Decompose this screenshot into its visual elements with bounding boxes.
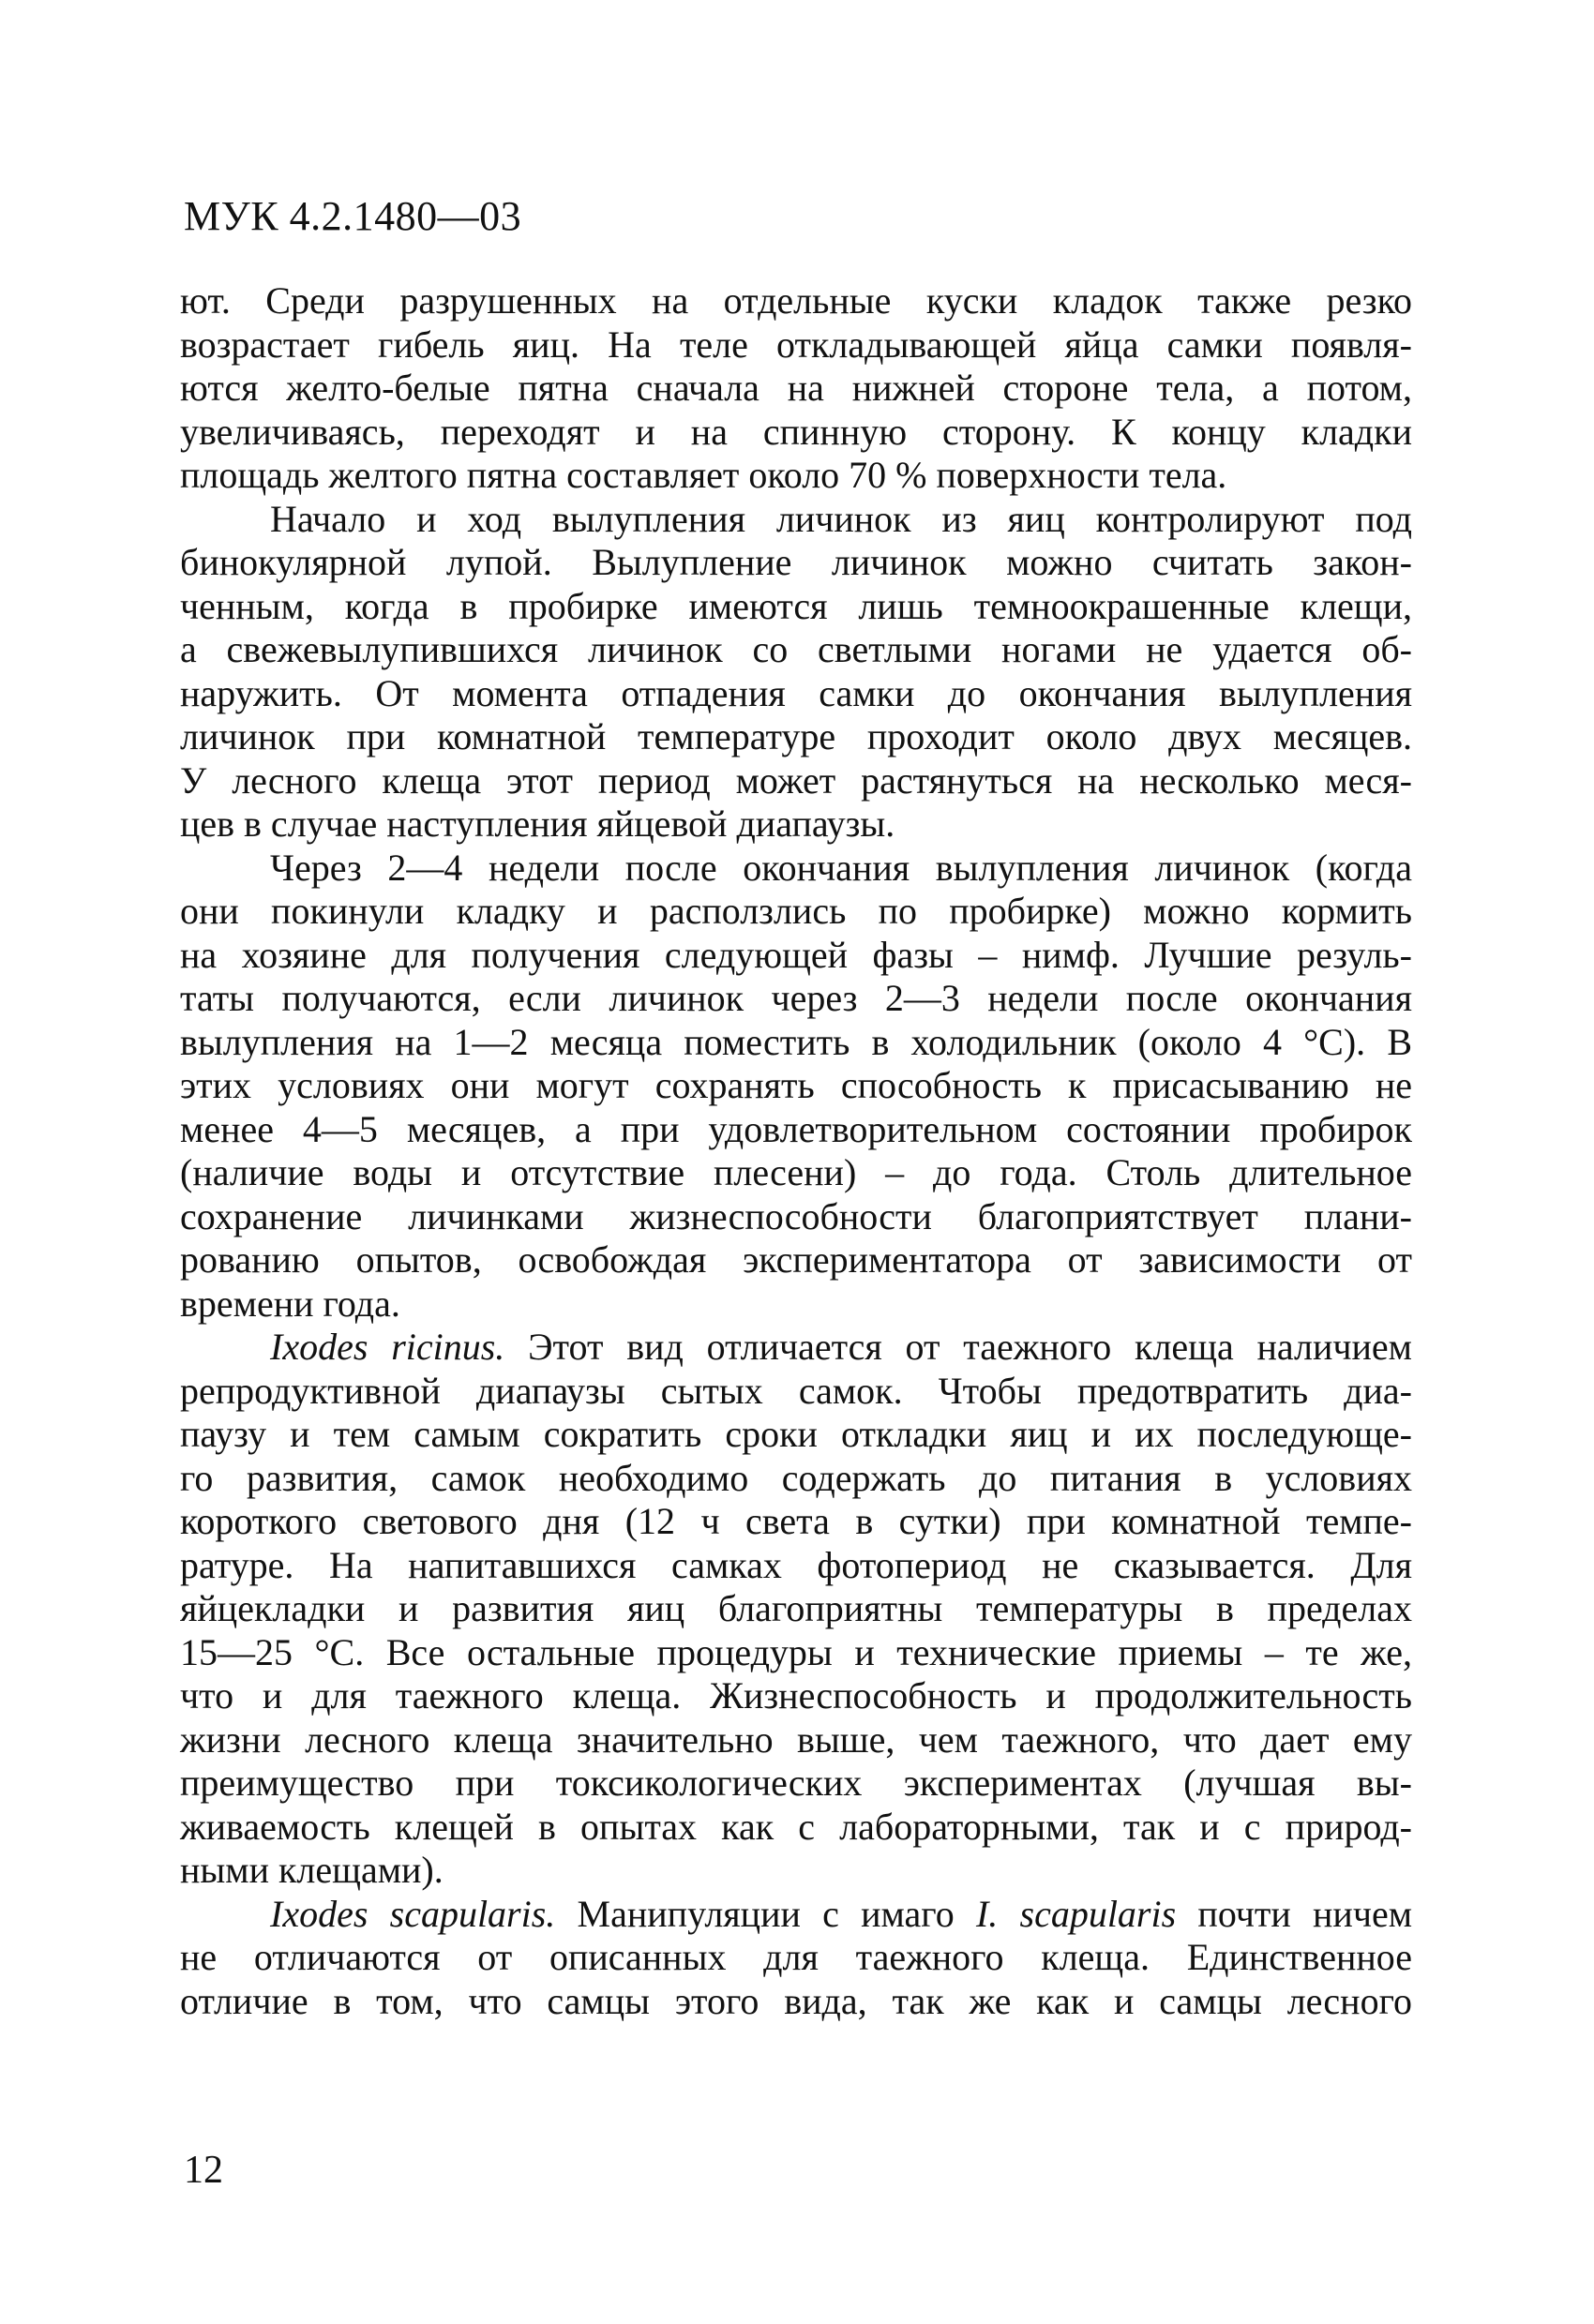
- paragraph-1: [180, 279, 1412, 498]
- text-line: возрастает гибель яиц. На теле откладывающей яйца самки появля-: [180, 322, 1412, 366]
- species-name: Ixodes scapularis.: [270, 1892, 556, 1935]
- text-line: а свежевылупившихся личинок со светлыми ногами не удается об-: [180, 628, 1412, 670]
- text-line: [180, 1326, 1412, 1370]
- text-line: не отличаются от описанных для таежного клеща. Единственное: [180, 1936, 1412, 1978]
- text-line: ными клещами).: [180, 1849, 444, 1891]
- paragraph-3: [180, 847, 1412, 1327]
- text-line: бинокулярной лупой. Вылупление личинок можно считать закон-: [180, 541, 1412, 583]
- text-line: наружить. От момента отпадения самки до окончания вылупления: [180, 671, 1412, 714]
- text-line: таты получаются, если личинок через 2—3 недели после окончания: [180, 977, 1412, 1019]
- text-fragment: Манипуляции с имаго: [555, 1892, 976, 1935]
- text-line: вылупления на 1—2 месяца поместить в холодильник (около 4 °С). В: [180, 1020, 1412, 1063]
- text-line: репродуктивной диапаузы сытых самок. Чтобы предотвратить диа-: [180, 1369, 1412, 1412]
- text-line: короткого светового дня (12 ч света в сутки) при комнатной темпе-: [180, 1500, 1412, 1542]
- text-line: рованию опытов, освобождая экспериментатора от зависимости от: [180, 1238, 1412, 1281]
- text-line: времени года.: [180, 1282, 400, 1325]
- body-text: [180, 279, 1412, 2023]
- text-line: ченным, когда в пробирке имеются лишь темноокрашенные клещи,: [180, 584, 1412, 627]
- text-line: Начало и ход вылупления личинок из яиц контролируют под: [270, 497, 1412, 540]
- text-fragment: почти ничем: [1176, 1892, 1413, 1935]
- paragraph-2: [180, 498, 1412, 847]
- text-line: они покинули кладку и расползлись по пробирке) можно кормить: [180, 890, 1412, 932]
- text-line: что и для таежного клеща. Жизнеспособность и продолжительность: [180, 1674, 1412, 1717]
- text-line: этих условиях они могут сохранять способность к присасыванию не: [180, 1064, 1412, 1106]
- text-line: ратуре. На напитавшихся самках фотопериод не сказывается. Для: [180, 1543, 1412, 1586]
- text-line: Через 2—4 недели после окончания вылупления личинок (когда: [270, 846, 1412, 889]
- species-name: Ixodes ricinus.: [270, 1326, 505, 1368]
- running-head: МУК 4.2.1480—03: [184, 193, 522, 239]
- text-line: увеличиваясь, переходят и на спинную сторону. К концу кладки: [180, 410, 1412, 453]
- text-fragment: Этот вид отличается от таежного клеща наличием: [504, 1326, 1412, 1368]
- text-line: сохранение личинками жизнеспособности благоприятствует плани-: [180, 1194, 1412, 1237]
- text-line: яйцекладки и развития яиц благоприятны температуры в пределах: [180, 1587, 1412, 1629]
- paragraph-ixodes-scapularis: [180, 1893, 1412, 2024]
- text-line: на хозяине для получения следующей фазы – нимф. Лучшие резуль-: [180, 933, 1412, 976]
- text-line: [180, 1893, 1412, 1937]
- text-line: го развития, самок необходимо содержать до питания в условиях: [180, 1456, 1412, 1499]
- text-line: менее 4—5 месяцев, а при удовлетворительном состоянии пробирок: [180, 1107, 1412, 1150]
- text-line: ют. Среди разрушенных на отдельные куски кладок также резко: [180, 279, 1412, 322]
- text-line: (наличие воды и отсутствие плесени) – до года. Столь длительное: [180, 1151, 1412, 1193]
- text-line: ются желто-белые пятна сначала на нижней стороне тела, а потом,: [180, 367, 1412, 409]
- text-line: паузу и тем самым сократить сроки откладки яиц и их последующе-: [180, 1413, 1412, 1455]
- text-line: личинок при комнатной температуре проходит около двух месяцев.: [180, 715, 1412, 757]
- species-name-inline: I. scapularis: [975, 1892, 1177, 1935]
- text-line: жизни лесного клеща значительно выше, чем таежного, что дает ему: [180, 1717, 1412, 1761]
- paragraph-ixodes-ricinus: [180, 1326, 1412, 1893]
- text-line: преимущество при токсикологических экспериментах (лучшая вы-: [180, 1762, 1412, 1804]
- text-line: отличие в том, что самцы этого вида, так же как и самцы лесного: [180, 1979, 1412, 2022]
- text-line: живаемость клещей в опытах как с лабораторными, так и с природ-: [180, 1805, 1412, 1848]
- text-line: цев в случае наступления яйцевой диапаузы.: [180, 802, 895, 845]
- text-line: У лесного клеща этот период может растянуться на несколько меся-: [180, 758, 1412, 802]
- text-line: 15—25 °С. Все остальные процедуры и технические приемы – те же,: [180, 1630, 1412, 1673]
- page-number: 12: [184, 2149, 223, 2192]
- text-line: площадь желтого пятна составляет около 70 % поверхности тела.: [180, 454, 1227, 496]
